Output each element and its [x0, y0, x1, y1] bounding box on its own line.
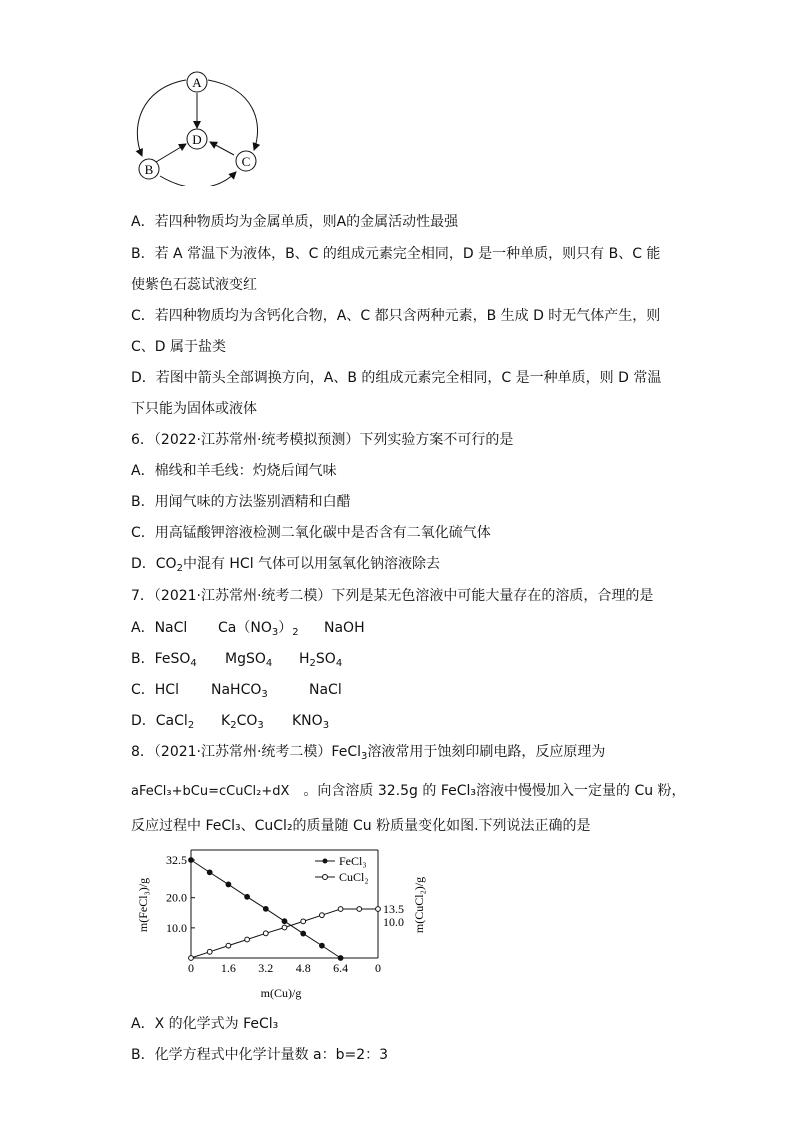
- data-point-fecl3: [245, 894, 250, 899]
- q5-option-b-line2: 使紫色石蕊试液变红: [131, 277, 257, 293]
- legend-label-fecl3: FeCl₃: [339, 854, 367, 868]
- series-line-cucl2: [191, 909, 378, 958]
- y-left-tick-label: 20.0: [166, 890, 187, 905]
- arrow-b-to-d: [156, 144, 186, 162]
- data-point-fecl3: [189, 858, 194, 863]
- x-tick-label: 6.4: [333, 961, 349, 975]
- q5-option-d-line2: 下只能为固体或液体: [131, 401, 257, 417]
- data-point-fecl3: [338, 956, 343, 961]
- data-point-fecl3: [207, 870, 212, 875]
- y-left-label: m(FeCl₃)/g: [136, 877, 150, 933]
- data-point-cucl2: [245, 937, 250, 942]
- legend-label-cucl2: CuCl₂: [339, 870, 369, 884]
- x-tick-label: 4.8: [295, 961, 311, 975]
- node-a: [187, 72, 207, 92]
- q7-option-b: B．FeSO$_4$ MgSO$_4$ $H_2SO_4$: [131, 651, 343, 669]
- q8-option-a: A．X 的化学式为 FeCl₃: [131, 1016, 279, 1032]
- q5-option-c-line2: C、D 属于盐类: [131, 339, 227, 355]
- node-b: [139, 159, 159, 179]
- data-point-fecl3: [320, 943, 325, 948]
- y-right-tick-label: 13.5: [383, 902, 404, 916]
- data-point-cucl2: [320, 913, 325, 918]
- legend: [315, 854, 369, 884]
- data-point-fecl3: [263, 906, 268, 911]
- x-tick-label: 0: [188, 961, 194, 975]
- data-point-cucl2: [226, 943, 231, 948]
- q6-option-c: C．用高锰酸钾溶液检测二氧化碳中是否含有二氧化硫气体: [131, 525, 491, 541]
- y-right-tick-label: 10.0: [383, 915, 404, 929]
- q8-equation: aFeCl₃+bCu=cCuCl₂+dX: [131, 784, 290, 799]
- data-point-cucl2: [376, 907, 381, 912]
- data-point-cucl2: [263, 931, 268, 936]
- svg-text:A: A: [192, 75, 202, 90]
- q5-option-a: A．若四种物质均为金属单质，则A的金属活动性最强: [131, 214, 459, 230]
- q6-option-a: A．棉线和羊毛线：灼烧后闻气味: [131, 463, 337, 479]
- svg-text:B: B: [144, 162, 154, 177]
- arrow-b-to-c: [160, 172, 236, 186]
- q7-option-d: D．CaCl$_2$ $K_2CO_3$ $KNO_3$: [131, 713, 330, 731]
- data-point-cucl2: [338, 907, 343, 912]
- mass-chart: [131, 845, 461, 1007]
- legend-marker-cucl2: [323, 875, 328, 880]
- data-point-cucl2: [207, 949, 212, 954]
- q5-option-b-line1: B．若 A 常温下为液体，B、C 的组成元素完全相同，D 是一种单质，则只有 B、C 能: [131, 246, 661, 262]
- node-d: [187, 129, 207, 149]
- q7-stem: 7．（2021·江苏常州·统考二模）下列是某无色溶液中可能大量存在的溶质，合理的是: [131, 588, 654, 604]
- q8-equation-line: aFeCl₃+bCu=cCuCl₂+dX 。向含溶质 32.5g 的 FeCl₃溶液中慢慢加入一定量的 Cu 粉，: [131, 783, 686, 799]
- data-point-cucl2: [301, 919, 306, 924]
- svg-text:C: C: [241, 154, 251, 169]
- arrow-a-to-c: [208, 80, 258, 150]
- cycle-diagram: [130, 68, 270, 186]
- data-point-cucl2: [189, 956, 194, 961]
- x-tick-label: 3.2: [258, 961, 274, 975]
- q6-option-d: D．$CO_2$中混有 HCl 气体可以用氢氧化钠溶液除去: [131, 556, 441, 574]
- arrow-c-to-d: [210, 142, 234, 155]
- q7-option-a: A．NaCl $Ca(NO_3)_2$ NaOH: [131, 620, 365, 638]
- q8-stem: 8．（2021·江苏常州·统考二模）FeCl$_3$溶液常用于蚀刻印刷电路，反应原理为: [131, 744, 606, 762]
- node-c: [236, 151, 256, 171]
- x-tick-label: 1.6: [220, 961, 236, 975]
- x-tick-label: 0: [375, 961, 381, 975]
- data-point-fecl3: [226, 882, 231, 887]
- data-point-cucl2: [282, 925, 287, 930]
- x-axis-label: m(Cu)/g: [260, 986, 302, 1000]
- data-point-cucl2: [357, 907, 362, 912]
- y-right-label: m(CuCl₂)/g: [412, 876, 426, 934]
- data-point-fecl3: [282, 919, 287, 924]
- q6-stem: 6．（2022·江苏常州·统考模拟预测）下列实验方案不可行的是: [131, 432, 514, 448]
- legend-marker-fecl3: [323, 859, 328, 864]
- q8-option-b: B．化学方程式中化学计量数 a：b=2：3: [131, 1047, 389, 1063]
- data-point-fecl3: [301, 931, 306, 936]
- q6-option-b: B．用闻气味的方法鉴别酒精和白醋: [131, 494, 351, 510]
- arrow-a-to-b: [137, 80, 186, 156]
- y-left-tick-label: 32.5: [166, 853, 187, 867]
- q5-option-c-line1: C．若四种物质均为含钙化合物，A、C 都只含两种元素，B 生成 D 时无气体产生，则: [131, 308, 661, 324]
- q8-stem-line3: 反应过程中 FeCl₃、CuCl₂的质量随 Cu 粉质量变化如图.下列说法正确的是: [131, 818, 591, 834]
- y-left-tick-label: 10.0: [166, 920, 187, 935]
- svg-text:D: D: [192, 132, 202, 147]
- q7-option-c: C．HCl NaHCO$_3$ NaCl: [131, 682, 342, 700]
- q5-option-d-line1: D．若图中箭头全部调换方向，A、B 的组成元素完全相同，C 是一种单质，则 D 常温: [131, 370, 662, 386]
